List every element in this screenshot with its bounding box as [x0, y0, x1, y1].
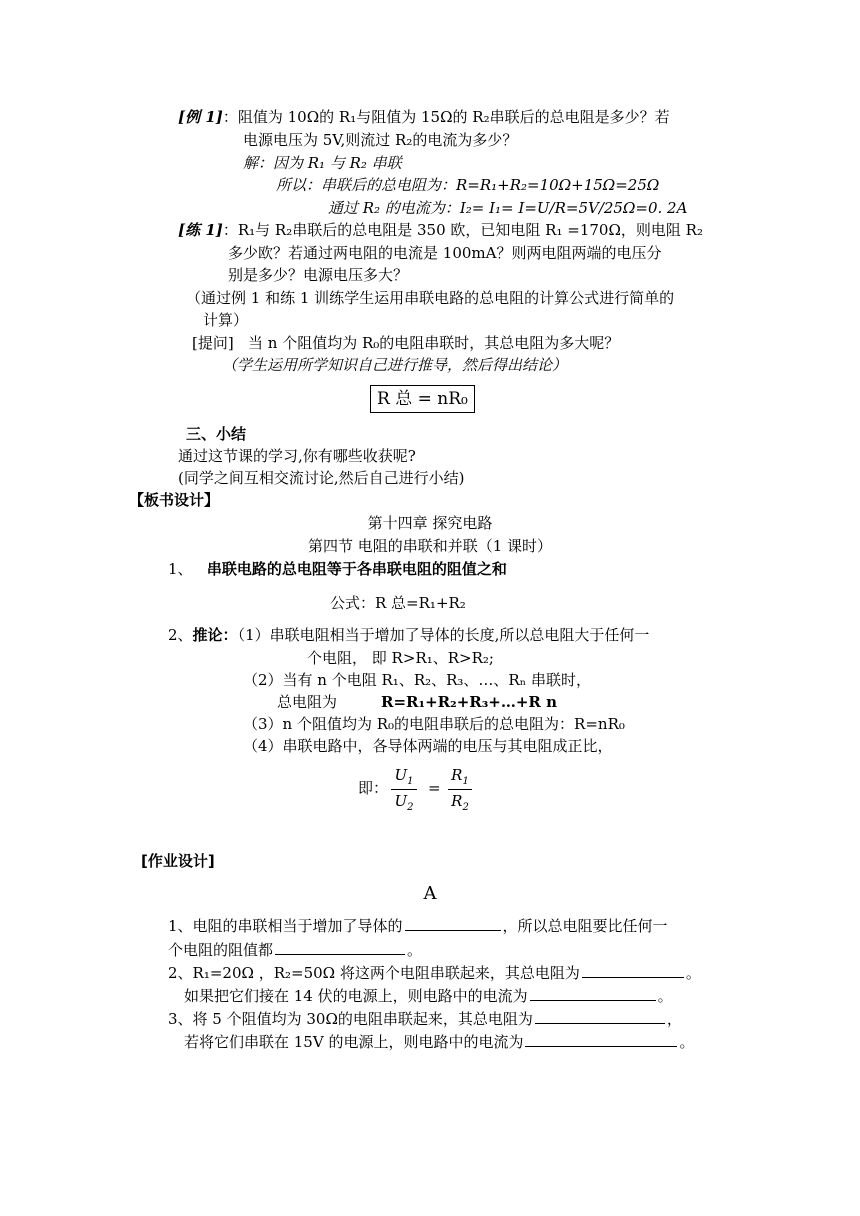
board-corollary-2b: [277, 692, 557, 712]
question-line: [192, 333, 619, 353]
r2-subscript: 2: [462, 802, 469, 813]
homework-q3-part-c: 若将它们串联在 15V 的电源上，则电路中的电流为: [184, 1033, 524, 1051]
answer-blank[interactable]: [582, 963, 684, 978]
summary-line-2: (同学之间互相交流讨论,然后自己进行小结): [178, 469, 465, 487]
answer-blank[interactable]: [535, 1009, 665, 1024]
homework-q2-part-a: 2、R₁=20Ω ，R₂=50Ω 将这两个电阻串联起来，其总电阻为: [168, 964, 580, 982]
homework-q2-part-b: 。: [685, 964, 701, 982]
homework-q1-part-a: 1、电阻的串联相当于增加了导体的: [168, 917, 403, 935]
ratio-label: 即：: [358, 779, 389, 797]
board-item-1-text: 串联电路的总电阻等于各串联电阻的阻值之和: [206, 560, 507, 578]
board-item-1: [168, 559, 507, 579]
board-corollary-3: （3）n 个阻值均为 R₀的电阻串联后的总电阻为：R=nR₀: [243, 715, 625, 733]
example-1-line-1: [178, 107, 670, 127]
homework-q1-line-2: [168, 940, 422, 960]
homework-level: A: [423, 883, 437, 904]
homework-q1-part-d: 。: [407, 941, 423, 959]
homework-q3-line-1: [168, 1009, 682, 1029]
exercise-1-line-1: [178, 220, 703, 240]
summary-heading: 三、小结: [186, 425, 247, 443]
question-tag: [提问]: [192, 334, 234, 352]
exercise-1-line-2: 多少欧？若通过两电阻的电流是 100mA？则两电阻两端的电压分: [228, 244, 662, 262]
board-item-2-number: 2、: [168, 626, 193, 644]
board-item-2-line-1: [168, 625, 649, 645]
board-corollary-2b-label: 总电阻为: [277, 693, 338, 711]
teaching-note-line-1: （通过例 1 和练 1 训练学生运用串联电路的总电阻的计算公式进行简单的: [186, 289, 675, 307]
homework-q2-line-1: [168, 963, 701, 983]
board-heading: 【板书设计】: [129, 491, 220, 509]
r1-symbol: R: [451, 766, 463, 784]
question-note: （学生运用所学知识自己进行推导，然后得出结论）: [222, 356, 568, 374]
boxed-formula: R 总 = nR₀: [370, 385, 475, 413]
exercise-1-line-3: 别是多少？电源电压多大？: [228, 266, 409, 284]
homework-q3-part-b: ，: [666, 1010, 682, 1028]
board-corollary-4: （4）串联电路中，各导体两端的电压与其电阻成正比，: [243, 737, 613, 755]
resistance-ratio: [448, 766, 472, 813]
summary-line-1: 通过这节课的学习,你有哪些收获呢?: [178, 447, 416, 465]
homework-q3-part-d: 。: [679, 1033, 695, 1051]
u2-symbol: U: [394, 792, 408, 810]
board-chapter: 第十四章 探究电路: [367, 514, 493, 532]
u1-subscript: 1: [407, 776, 414, 787]
u2-subscript: 2: [407, 802, 414, 813]
board-item-1-number: 1、: [168, 560, 193, 578]
example-1-solution-2: 所以：串联后的总电阻为：R=R₁+R₂=10Ω+15Ω=25Ω: [276, 176, 660, 194]
exercise-1-tag: [练 1]: [178, 221, 223, 239]
board-corollary-1a: （1）串联电阻相当于增加了导体的长度,所以总电阻大于任何一: [237, 626, 650, 644]
example-1-line-2: 电源电压为 5V,则流过 R₂的电流为多少？: [243, 131, 518, 149]
homework-heading: [作业设计]: [141, 852, 215, 870]
board-section: 第四节 电阻的串联和并联（1 课时）: [307, 537, 553, 555]
example-1-tag: [例 1]: [178, 108, 223, 126]
example-1-question-text: ：阻值为 10Ω的 R₁与阻值为 15Ω的 R₂串联后的总电阻是多少？若: [222, 108, 670, 126]
example-1-solution-1: 解：因为 R₁ 与 R₂ 串联: [243, 154, 402, 172]
homework-q1-part-c: 个电阻的阻值都: [168, 941, 274, 959]
r2-symbol: R: [451, 792, 463, 810]
board-corollary-1b: 个电阻， 即 R>R₁、R>R₂;: [307, 649, 494, 667]
ratio-equals: =: [428, 779, 441, 797]
board-corollary-2b-formula: R=R₁+R₂+R₃+…+R n: [381, 693, 558, 711]
homework-q3-line-2: [184, 1032, 694, 1052]
board-corollary-2a: （2）当有 n 个电阻 R₁、R₂、R₃、…、Rₙ 串联时，: [243, 671, 591, 689]
homework-q1-part-b: ，所以总电阻要比任何一: [502, 917, 668, 935]
voltage-ratio: [391, 766, 417, 813]
answer-blank[interactable]: [525, 1032, 677, 1047]
answer-blank[interactable]: [275, 940, 405, 955]
homework-q2-line-2: [184, 986, 673, 1006]
answer-blank[interactable]: [405, 916, 501, 931]
homework-q2-part-d: 。: [657, 987, 673, 1005]
homework-q1-line-1: [168, 916, 668, 936]
r1-subscript: 1: [462, 776, 469, 787]
board-item-2-label: 推论：: [192, 626, 238, 644]
answer-blank[interactable]: [530, 986, 656, 1001]
u1-symbol: U: [394, 766, 408, 784]
exercise-1-text: ：R₁与 R₂串联后的总电阻是 350 欧，已知电阻 R₁ =170Ω，则电阻 R₂: [222, 221, 703, 239]
board-formula: 公式：R 总=R₁+R₂: [330, 594, 466, 612]
homework-q2-part-c: 如果把它们接在 14 伏的电源上，则电路中的电流为: [184, 987, 528, 1005]
example-1-solution-3: 通过 R₂ 的电流为：I₂= I₁= I=U/R=5V/25Ω=0. 2A: [328, 199, 688, 217]
teaching-note-line-2: 计算）: [203, 311, 249, 329]
question-text: 当 n 个阻值均为 R₀的电阻串联时，其总电阻为多大呢？: [248, 334, 620, 352]
homework-q3-part-a: 3、将 5 个阻值均为 30Ω的电阻串联起来，其总电阻为: [168, 1010, 533, 1028]
